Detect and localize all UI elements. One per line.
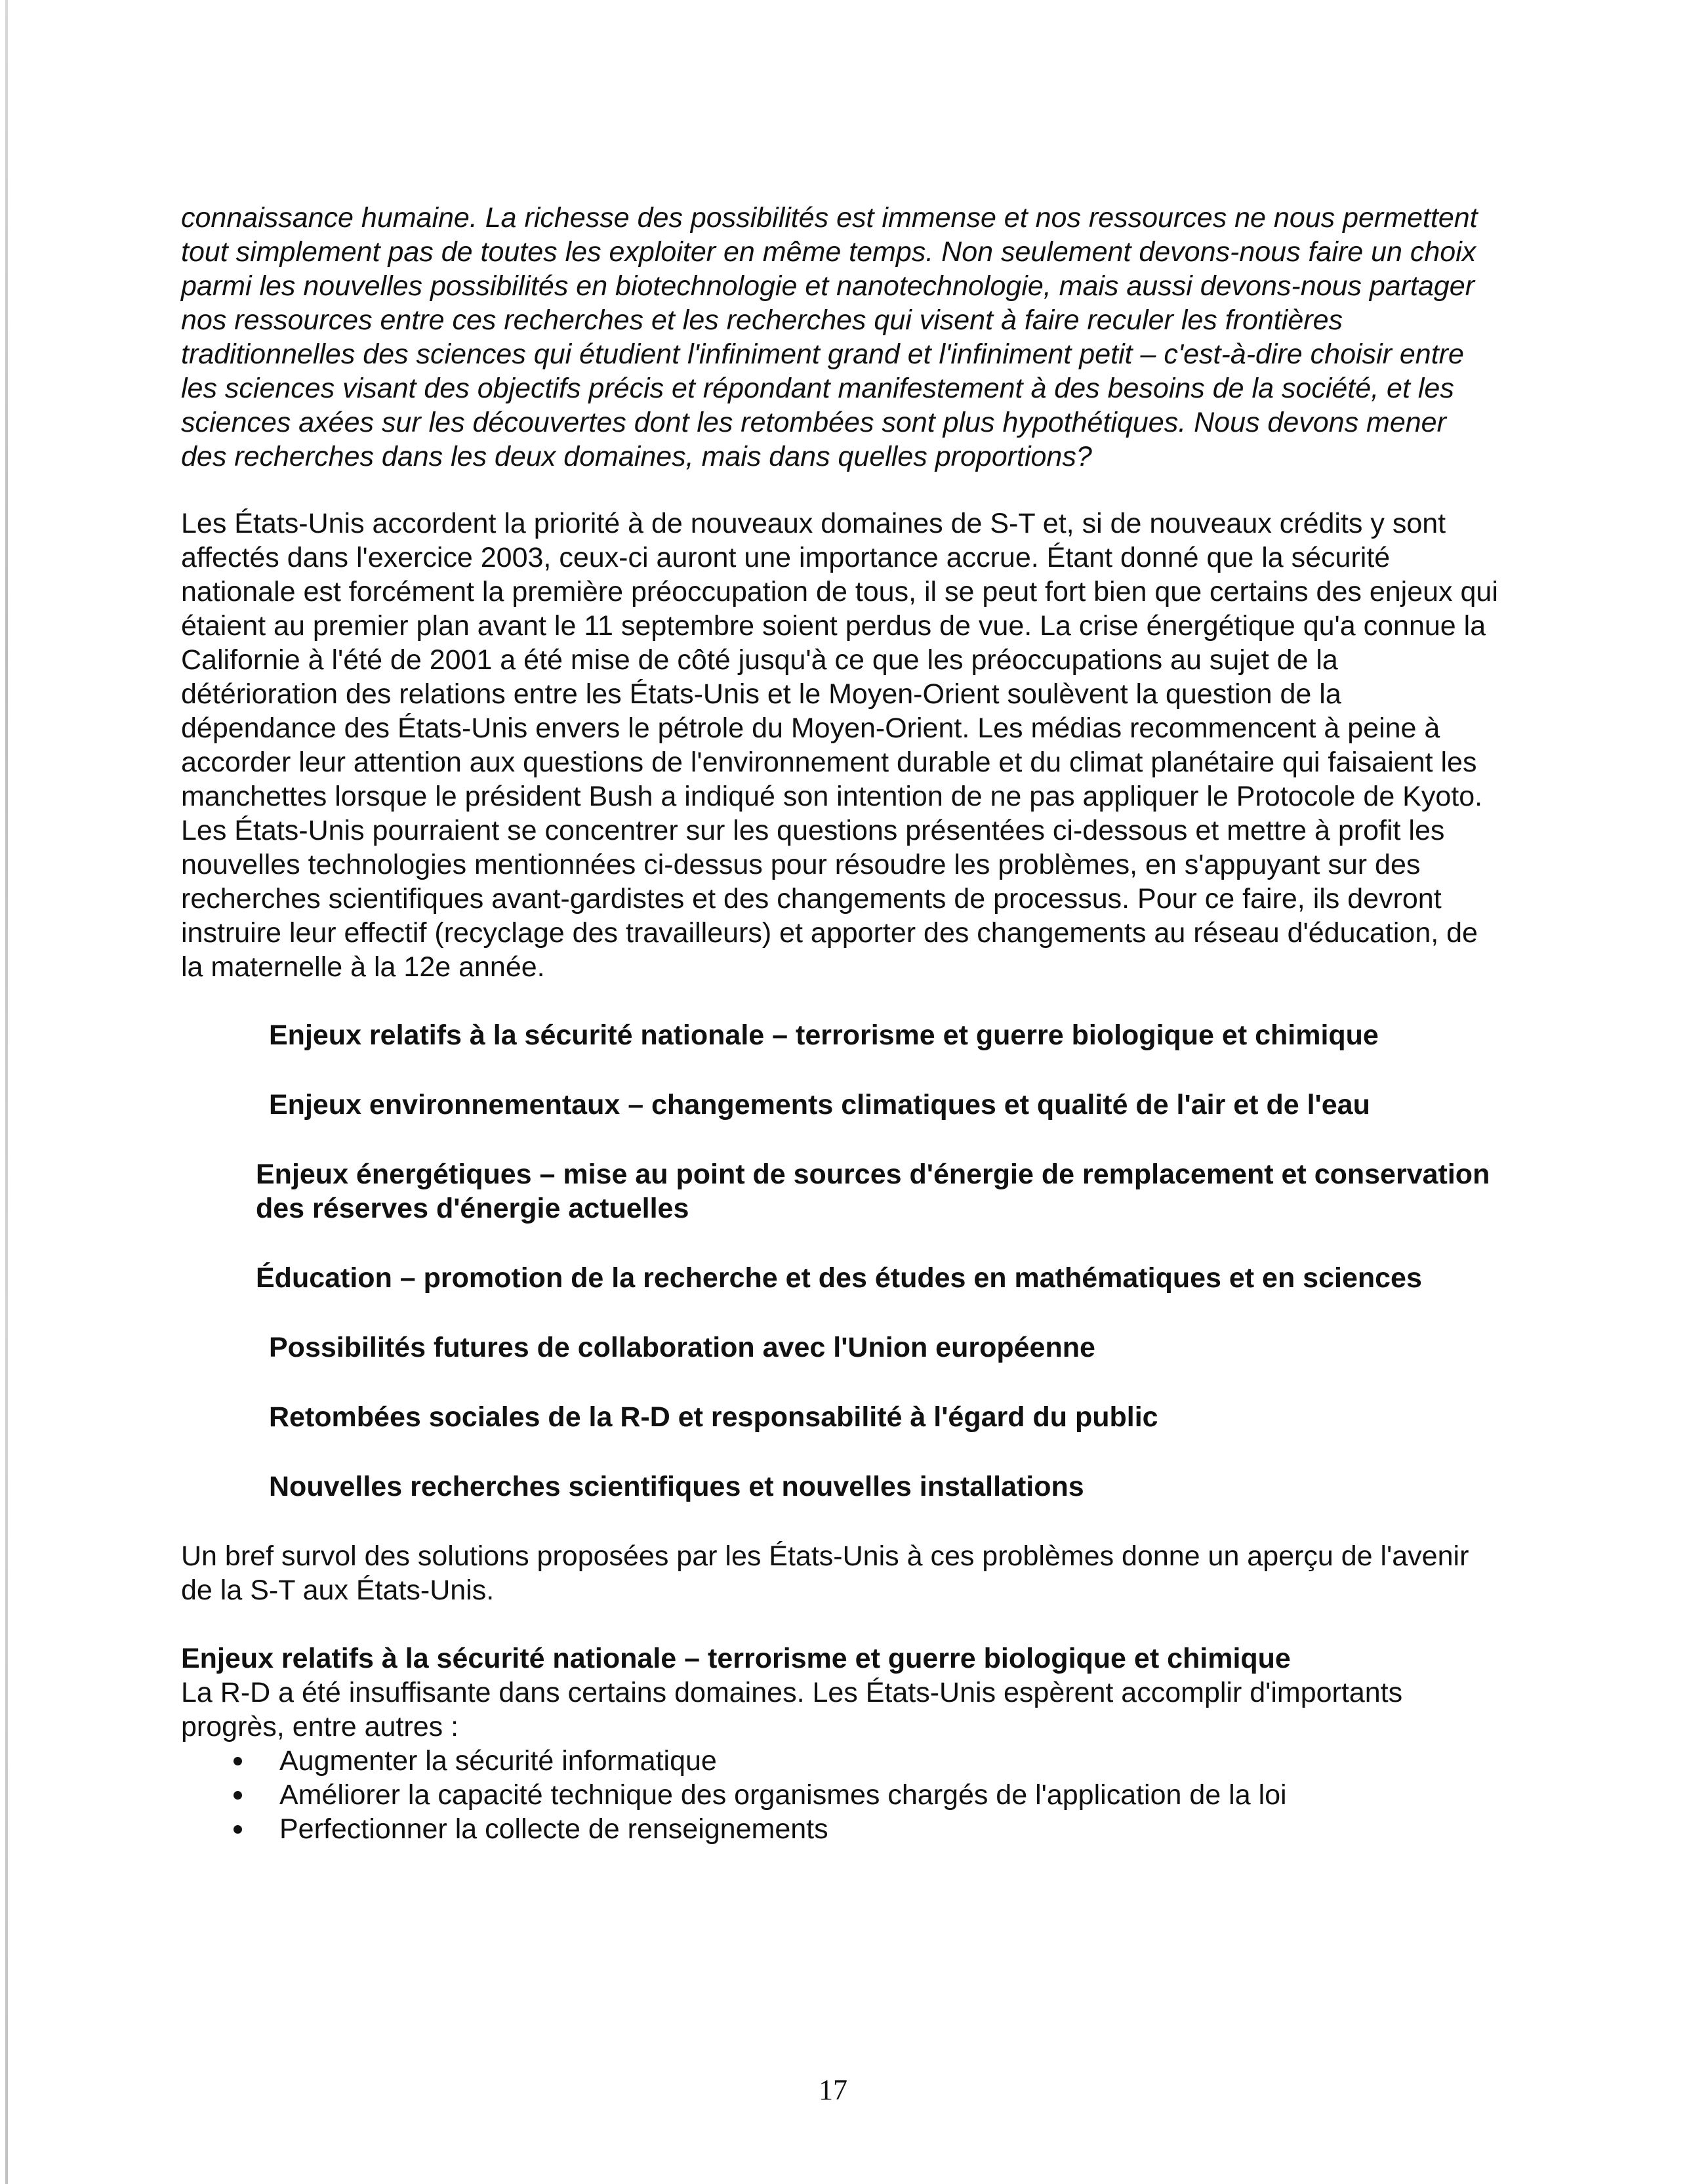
bullet-item	[181, 1744, 1499, 1778]
bullet-text: Améliorer la capacité technique des organismes chargés de l'application de la loi	[279, 1779, 1287, 1811]
bullet-item	[181, 1812, 1499, 1846]
bullet-text: Augmenter la sécurité informatique	[279, 1745, 717, 1777]
bullet-icon	[234, 1825, 242, 1834]
enjeu-item: Enjeux relatifs à la sécurité nationale – terrorisme et guerre biologique et chimique	[269, 1020, 1379, 1051]
enjeu-item: Enjeux environnementaux – changements climatiques et qualité de l'air et de l'eau	[269, 1089, 1370, 1121]
bullet-icon	[234, 1791, 242, 1800]
document-page	[181, 201, 1499, 1846]
bullet-list	[181, 1744, 1499, 1846]
enjeu-item: Possibilités futures de collaboration avec l'Union européenne	[269, 1332, 1095, 1363]
enjeu-item: Enjeux énergétiques – mise au point de sources d'énergie de remplacement et conservation des réserves d'énergie actuelles	[256, 1159, 1490, 1224]
section-body: La R-D a été insuffisante dans certains domaines. Les États-Unis espèrent accomplir d'importants progrès, entre autres :	[181, 1677, 1403, 1742]
enjeu-item: Éducation – promotion de la recherche et des études en mathématiques et en sciences	[256, 1262, 1422, 1294]
enjeu-item: Retombées sociales de la R-D et responsabilité à l'égard du public	[269, 1401, 1158, 1433]
page-number: 17	[819, 2074, 847, 2106]
intro-paragraph: connaissance humaine. La richesse des possibilités est immense et nos ressources ne nous permettent tout simplement pas de toutes les exploiter en même temps. Non seulement devons-nous faire un choix parmi les nouvelles possibilités en biotechnologie et nanotechnologie, mais aussi devons-nous partager nos ressources entre ces recherches et les recherches qui visent à faire reculer les frontières traditionnelles des sciences qui étudient l'infiniment grand et l'infiniment petit – c'est-à-dire choisir entre les sciences visant des objectifs précis et répondant manifestement à des besoins de la société, et les sciences axées sur les découvertes dont les retombées sont plus hypothétiques. Nous devons mener des recherches dans les deux domaines, mais dans quelles proportions?	[181, 202, 1478, 472]
scan-edge	[5, 0, 8, 2184]
summary-paragraph: Un bref survol des solutions proposées par les États-Unis à ces problèmes donne un aperçu de l'avenir de la S-T aux États-Unis.	[181, 1540, 1469, 1606]
enjeu-item: Nouvelles recherches scientifiques et nouvelles installations	[269, 1471, 1084, 1502]
bullet-icon	[234, 1757, 242, 1765]
enjeux-list	[181, 1018, 1499, 1504]
main-paragraph: Les États-Unis accordent la priorité à de nouveaux domaines de S-T et, si de nouveaux crédits y sont affectés dans l'exercice 2003, ceux-ci auront une importance accrue. Étant donné que la sécurité nationale est forcément la première préoccupation de tous, il se peut fort bien que certains des enjeux qui étaient au premier plan avant le 11 septembre soient perdus de vue. La crise énergétique qu'a connue la Californie à l'été de 2001 a été mise de côté jusqu'à ce que les préoccupations au sujet de la détérioration des relations entre les États-Unis et le Moyen-Orient soulèvent la question de la dépendance des États-Unis envers le pétrole du Moyen-Orient. Les médias recommencent à peine à accorder leur attention aux questions de l'environnement durable et du climat planétaire qui faisaient les manchettes lorsque le président Bush a indiqué son intention de ne pas appliquer le Protocole de Kyoto. Les États-Unis pourraient se concentrer sur les questions présentées ci-dessous et mettre à profit les nouvelles technologies mentionnées ci-dessus pour résoudre les problèmes, en s'appuyant sur des recherches scientifiques avant-gardistes et des changements de processus. Pour ce faire, ils devront instruire leur effectif (recyclage des travailleurs) et apporter des changements au réseau d'éducation, de la maternelle à la 12e année.	[181, 508, 1498, 983]
bullet-item	[181, 1778, 1499, 1812]
bullet-text: Perfectionner la collecte de renseignements	[279, 1813, 828, 1845]
section-heading: Enjeux relatifs à la sécurité nationale – terrorisme et guerre biologique et chimique	[181, 1643, 1291, 1674]
